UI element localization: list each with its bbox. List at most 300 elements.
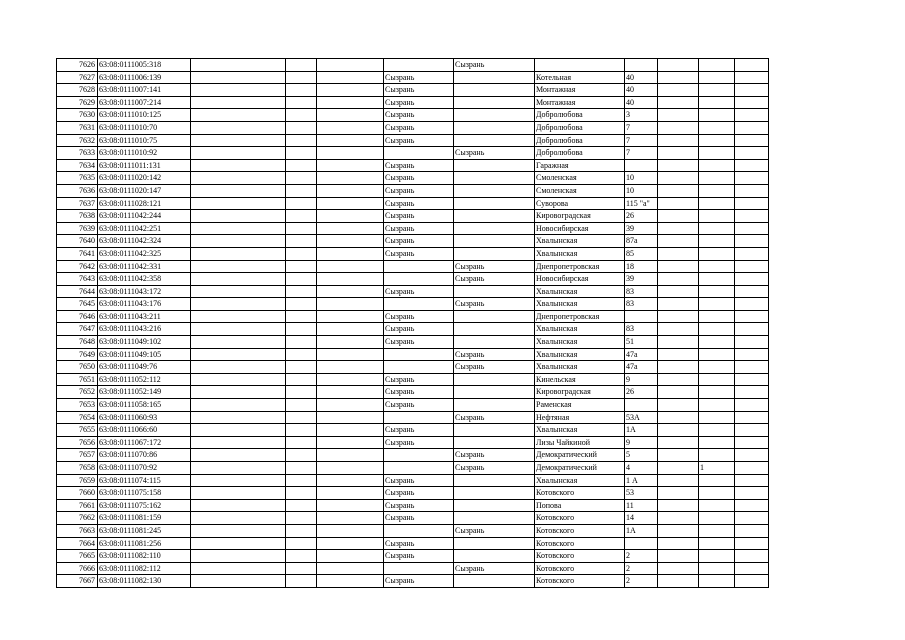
table-row xyxy=(57,59,769,72)
settlement-cell: Сызрань xyxy=(454,462,535,475)
row-number-cell: 7643 xyxy=(57,273,98,286)
settlement-cell xyxy=(454,96,535,109)
cadastral-number-cell: 63:08:0111066:60 xyxy=(98,424,191,437)
table-row xyxy=(57,512,769,525)
street-cell: Кировоградская xyxy=(535,386,625,399)
empty-cell xyxy=(191,298,286,311)
empty-cell xyxy=(286,84,317,97)
empty-cell xyxy=(735,222,769,235)
row-number-cell: 7662 xyxy=(57,512,98,525)
empty-cell xyxy=(317,449,384,462)
empty-cell xyxy=(191,399,286,412)
empty-cell xyxy=(317,499,384,512)
empty-cell xyxy=(658,462,699,475)
city-cell: Сызрань xyxy=(384,310,454,323)
row-number-cell: 7637 xyxy=(57,197,98,210)
row-number-cell: 7640 xyxy=(57,235,98,248)
empty-cell xyxy=(658,499,699,512)
row-number-cell: 7641 xyxy=(57,247,98,260)
house-cell: 85 xyxy=(625,247,658,260)
empty-cell xyxy=(191,575,286,588)
empty-cell xyxy=(191,336,286,349)
empty-cell xyxy=(191,323,286,336)
extra-cell xyxy=(699,512,735,525)
house-cell: 9 xyxy=(625,436,658,449)
empty-cell xyxy=(286,399,317,412)
table-row xyxy=(57,134,769,147)
table-row xyxy=(57,399,769,412)
empty-cell xyxy=(735,285,769,298)
house-cell xyxy=(625,399,658,412)
cadastral-number-cell: 63:08:0111010:125 xyxy=(98,109,191,122)
empty-cell xyxy=(658,373,699,386)
extra-cell xyxy=(699,411,735,424)
empty-cell xyxy=(191,424,286,437)
city-cell xyxy=(384,298,454,311)
empty-cell xyxy=(658,436,699,449)
row-number-cell: 7657 xyxy=(57,449,98,462)
empty-cell xyxy=(191,109,286,122)
street-cell: Котовского xyxy=(535,524,625,537)
street-cell: Кировоградская xyxy=(535,210,625,223)
house-cell: 7 xyxy=(625,121,658,134)
street-cell: Демократический xyxy=(535,449,625,462)
row-number-cell: 7649 xyxy=(57,348,98,361)
settlement-cell xyxy=(454,436,535,449)
street-cell: Котовского xyxy=(535,575,625,588)
empty-cell xyxy=(735,524,769,537)
cadastral-number-cell: 63:08:0111042:325 xyxy=(98,247,191,260)
empty-cell xyxy=(191,59,286,72)
extra-cell xyxy=(699,109,735,122)
cadastral-number-cell: 63:08:0111043:211 xyxy=(98,310,191,323)
street-cell: Гаражная xyxy=(535,159,625,172)
empty-cell xyxy=(317,298,384,311)
empty-cell xyxy=(735,184,769,197)
settlement-cell xyxy=(454,336,535,349)
settlement-cell xyxy=(454,386,535,399)
street-cell: Котовского xyxy=(535,562,625,575)
settlement-cell xyxy=(454,222,535,235)
city-cell: Сызрань xyxy=(384,134,454,147)
city-cell xyxy=(384,562,454,575)
empty-cell xyxy=(735,575,769,588)
street-cell: Новосибирская xyxy=(535,273,625,286)
empty-cell xyxy=(317,310,384,323)
table-row xyxy=(57,411,769,424)
table-row xyxy=(57,524,769,537)
table-row xyxy=(57,260,769,273)
street-cell: Попова xyxy=(535,499,625,512)
settlement-cell xyxy=(454,550,535,563)
city-cell: Сызрань xyxy=(384,436,454,449)
empty-cell xyxy=(191,210,286,223)
cadastral-number-cell: 63:08:0111075:162 xyxy=(98,499,191,512)
row-number-cell: 7645 xyxy=(57,298,98,311)
extra-cell xyxy=(699,562,735,575)
empty-cell xyxy=(317,147,384,160)
empty-cell xyxy=(317,323,384,336)
empty-cell xyxy=(191,411,286,424)
settlement-cell: Сызрань xyxy=(454,260,535,273)
city-cell xyxy=(384,348,454,361)
empty-cell xyxy=(735,59,769,72)
city-cell: Сызрань xyxy=(384,424,454,437)
settlement-cell: Сызрань xyxy=(454,562,535,575)
empty-cell xyxy=(286,260,317,273)
extra-cell xyxy=(699,361,735,374)
city-cell xyxy=(384,411,454,424)
empty-cell xyxy=(286,109,317,122)
street-cell: Котовского xyxy=(535,537,625,550)
table-row xyxy=(57,71,769,84)
table-row xyxy=(57,184,769,197)
empty-cell xyxy=(286,348,317,361)
city-cell: Сызрань xyxy=(384,336,454,349)
empty-cell xyxy=(658,235,699,248)
settlement-cell xyxy=(454,247,535,260)
house-cell xyxy=(625,310,658,323)
empty-cell xyxy=(317,550,384,563)
empty-cell xyxy=(658,348,699,361)
cadastral-number-cell: 63:08:0111070:86 xyxy=(98,449,191,462)
empty-cell xyxy=(286,562,317,575)
row-number-cell: 7658 xyxy=(57,462,98,475)
empty-cell xyxy=(317,273,384,286)
cadastral-number-cell: 63:08:0111028:121 xyxy=(98,197,191,210)
row-number-cell: 7636 xyxy=(57,184,98,197)
empty-cell xyxy=(735,298,769,311)
table-row xyxy=(57,84,769,97)
city-cell: Сызрань xyxy=(384,512,454,525)
empty-cell xyxy=(735,96,769,109)
table-row xyxy=(57,562,769,575)
city-cell: Сызрань xyxy=(384,487,454,500)
table-row xyxy=(57,373,769,386)
extra-cell xyxy=(699,487,735,500)
house-cell: 11 xyxy=(625,499,658,512)
settlement-cell: Сызрань xyxy=(454,348,535,361)
row-number-cell: 7633 xyxy=(57,147,98,160)
street-cell: Хвалынская xyxy=(535,424,625,437)
extra-cell xyxy=(699,348,735,361)
empty-cell xyxy=(735,323,769,336)
extra-cell xyxy=(699,524,735,537)
row-number-cell: 7660 xyxy=(57,487,98,500)
empty-cell xyxy=(658,71,699,84)
city-cell: Сызрань xyxy=(384,575,454,588)
empty-cell xyxy=(658,96,699,109)
city-cell: Сызрань xyxy=(384,235,454,248)
empty-cell xyxy=(286,134,317,147)
empty-cell xyxy=(658,59,699,72)
table-row xyxy=(57,361,769,374)
empty-cell xyxy=(735,348,769,361)
empty-cell xyxy=(658,298,699,311)
empty-cell xyxy=(191,562,286,575)
extra-cell xyxy=(699,336,735,349)
settlement-cell xyxy=(454,210,535,223)
empty-cell xyxy=(735,474,769,487)
city-cell: Сызрань xyxy=(384,499,454,512)
city-cell: Сызрань xyxy=(384,172,454,185)
empty-cell xyxy=(658,147,699,160)
empty-cell xyxy=(658,336,699,349)
empty-cell xyxy=(191,436,286,449)
empty-cell xyxy=(286,96,317,109)
empty-cell xyxy=(191,71,286,84)
empty-cell xyxy=(286,172,317,185)
cadastral-number-cell: 63:08:0111074:115 xyxy=(98,474,191,487)
empty-cell xyxy=(191,172,286,185)
table-row xyxy=(57,550,769,563)
empty-cell xyxy=(658,512,699,525)
house-cell: 10 xyxy=(625,172,658,185)
extra-cell xyxy=(699,436,735,449)
settlement-cell xyxy=(454,399,535,412)
table-row xyxy=(57,285,769,298)
street-cell: Нефтяная xyxy=(535,411,625,424)
empty-cell xyxy=(317,121,384,134)
empty-cell xyxy=(735,273,769,286)
empty-cell xyxy=(191,449,286,462)
empty-cell xyxy=(658,411,699,424)
street-cell: Хвалынская xyxy=(535,323,625,336)
empty-cell xyxy=(286,550,317,563)
cadastral-number-cell: 63:08:0111042:244 xyxy=(98,210,191,223)
cadastral-number-cell: 63:08:0111020:142 xyxy=(98,172,191,185)
city-cell: Сызрань xyxy=(384,285,454,298)
street-cell: Днепропетровская xyxy=(535,260,625,273)
empty-cell xyxy=(735,411,769,424)
house-cell: 2 xyxy=(625,575,658,588)
empty-cell xyxy=(286,273,317,286)
row-number-cell: 7647 xyxy=(57,323,98,336)
settlement-cell xyxy=(454,373,535,386)
empty-cell xyxy=(191,222,286,235)
empty-cell xyxy=(317,159,384,172)
cadastral-number-cell: 63:08:0111043:176 xyxy=(98,298,191,311)
empty-cell xyxy=(286,247,317,260)
empty-cell xyxy=(735,172,769,185)
cadastral-number-cell: 63:08:0111010:92 xyxy=(98,147,191,160)
row-number-cell: 7629 xyxy=(57,96,98,109)
street-cell: Котельная xyxy=(535,71,625,84)
empty-cell xyxy=(286,147,317,160)
extra-cell xyxy=(699,449,735,462)
table-row xyxy=(57,235,769,248)
empty-cell xyxy=(286,436,317,449)
empty-cell xyxy=(317,436,384,449)
empty-cell xyxy=(191,310,286,323)
extra-cell xyxy=(699,159,735,172)
empty-cell xyxy=(317,197,384,210)
row-number-cell: 7666 xyxy=(57,562,98,575)
settlement-cell: Сызрань xyxy=(454,273,535,286)
cadastral-number-cell: 63:08:0111042:331 xyxy=(98,260,191,273)
street-cell: Хвалынская xyxy=(535,247,625,260)
street-cell: Новосибирская xyxy=(535,222,625,235)
empty-cell xyxy=(658,487,699,500)
extra-cell xyxy=(699,247,735,260)
settlement-cell xyxy=(454,310,535,323)
table-row xyxy=(57,449,769,462)
house-cell: 115 "а" xyxy=(625,197,658,210)
empty-cell xyxy=(191,386,286,399)
empty-cell xyxy=(286,310,317,323)
data-table xyxy=(56,58,769,588)
empty-cell xyxy=(286,487,317,500)
empty-cell xyxy=(286,235,317,248)
cadastral-number-cell: 63:08:0111081:159 xyxy=(98,512,191,525)
cadastral-number-cell: 63:08:0111011:131 xyxy=(98,159,191,172)
settlement-cell xyxy=(454,84,535,97)
table-row xyxy=(57,96,769,109)
empty-cell xyxy=(286,411,317,424)
house-cell: 87а xyxy=(625,235,658,248)
street-cell: Раменская xyxy=(535,399,625,412)
table-row xyxy=(57,336,769,349)
street-cell: Котовского xyxy=(535,550,625,563)
empty-cell xyxy=(286,298,317,311)
table-row xyxy=(57,386,769,399)
city-cell xyxy=(384,462,454,475)
table-row xyxy=(57,462,769,475)
table-row xyxy=(57,210,769,223)
house-cell: 3 xyxy=(625,109,658,122)
settlement-cell xyxy=(454,499,535,512)
empty-cell xyxy=(658,134,699,147)
row-number-cell: 7631 xyxy=(57,121,98,134)
street-cell: Лизы Чайкиной xyxy=(535,436,625,449)
row-number-cell: 7654 xyxy=(57,411,98,424)
cadastral-number-cell: 63:08:0111067:172 xyxy=(98,436,191,449)
city-cell: Сызрань xyxy=(384,71,454,84)
empty-cell xyxy=(286,222,317,235)
empty-cell xyxy=(317,285,384,298)
city-cell xyxy=(384,273,454,286)
city-cell: Сызрань xyxy=(384,109,454,122)
empty-cell xyxy=(735,260,769,273)
house-cell: 2 xyxy=(625,550,658,563)
empty-cell xyxy=(286,184,317,197)
house-cell xyxy=(625,59,658,72)
empty-cell xyxy=(658,260,699,273)
street-cell: Хвалынская xyxy=(535,348,625,361)
extra-cell xyxy=(699,96,735,109)
empty-cell xyxy=(317,260,384,273)
city-cell xyxy=(384,260,454,273)
cadastral-number-cell: 63:08:0111049:76 xyxy=(98,361,191,374)
cadastral-number-cell: 63:08:0111052:112 xyxy=(98,373,191,386)
empty-cell xyxy=(191,487,286,500)
row-number-cell: 7664 xyxy=(57,537,98,550)
empty-cell xyxy=(658,210,699,223)
cadastral-number-cell: 63:08:0111043:172 xyxy=(98,285,191,298)
empty-cell xyxy=(658,537,699,550)
empty-cell xyxy=(191,84,286,97)
empty-cell xyxy=(735,84,769,97)
house-cell: 39 xyxy=(625,273,658,286)
row-number-cell: 7639 xyxy=(57,222,98,235)
empty-cell xyxy=(658,310,699,323)
extra-cell xyxy=(699,474,735,487)
empty-cell xyxy=(191,462,286,475)
empty-cell xyxy=(735,197,769,210)
empty-cell xyxy=(658,109,699,122)
street-cell: Монтажная xyxy=(535,84,625,97)
extra-cell xyxy=(699,298,735,311)
empty-cell xyxy=(735,462,769,475)
empty-cell xyxy=(317,537,384,550)
house-cell: 2 xyxy=(625,562,658,575)
extra-cell xyxy=(699,59,735,72)
empty-cell xyxy=(658,323,699,336)
street-cell: Кинельская xyxy=(535,373,625,386)
extra-cell xyxy=(699,235,735,248)
table-row xyxy=(57,537,769,550)
cadastral-number-cell: 63:08:0111007:214 xyxy=(98,96,191,109)
house-cell: 7 xyxy=(625,147,658,160)
settlement-cell: Сызрань xyxy=(454,524,535,537)
empty-cell xyxy=(317,210,384,223)
row-number-cell: 7628 xyxy=(57,84,98,97)
street-cell: Добролюбова xyxy=(535,109,625,122)
table-row xyxy=(57,424,769,437)
empty-cell xyxy=(286,71,317,84)
house-cell: 1 А xyxy=(625,474,658,487)
empty-cell xyxy=(191,361,286,374)
settlement-cell xyxy=(454,285,535,298)
extra-cell xyxy=(699,550,735,563)
extra-cell xyxy=(699,197,735,210)
house-cell: 26 xyxy=(625,386,658,399)
row-number-cell: 7632 xyxy=(57,134,98,147)
cadastral-number-cell: 63:08:0111005:318 xyxy=(98,59,191,72)
empty-cell xyxy=(191,348,286,361)
empty-cell xyxy=(735,550,769,563)
empty-cell xyxy=(317,575,384,588)
street-cell: Добролюбова xyxy=(535,121,625,134)
house-cell: 10 xyxy=(625,184,658,197)
empty-cell xyxy=(658,550,699,563)
settlement-cell xyxy=(454,71,535,84)
empty-cell xyxy=(191,134,286,147)
row-number-cell: 7656 xyxy=(57,436,98,449)
house-cell: 51 xyxy=(625,336,658,349)
house-cell: 53А xyxy=(625,411,658,424)
empty-cell xyxy=(735,399,769,412)
settlement-cell xyxy=(454,424,535,437)
house-cell: 47а xyxy=(625,348,658,361)
empty-cell xyxy=(286,59,317,72)
extra-cell xyxy=(699,323,735,336)
settlement-cell xyxy=(454,487,535,500)
row-number-cell: 7667 xyxy=(57,575,98,588)
table-row xyxy=(57,499,769,512)
row-number-cell: 7648 xyxy=(57,336,98,349)
empty-cell xyxy=(658,184,699,197)
empty-cell xyxy=(191,512,286,525)
empty-cell xyxy=(286,323,317,336)
empty-cell xyxy=(735,424,769,437)
cadastral-number-cell: 63:08:0111082:110 xyxy=(98,550,191,563)
empty-cell xyxy=(658,247,699,260)
cadastral-number-cell: 63:08:0111052:149 xyxy=(98,386,191,399)
house-cell: 83 xyxy=(625,298,658,311)
empty-cell xyxy=(658,575,699,588)
empty-cell xyxy=(286,424,317,437)
